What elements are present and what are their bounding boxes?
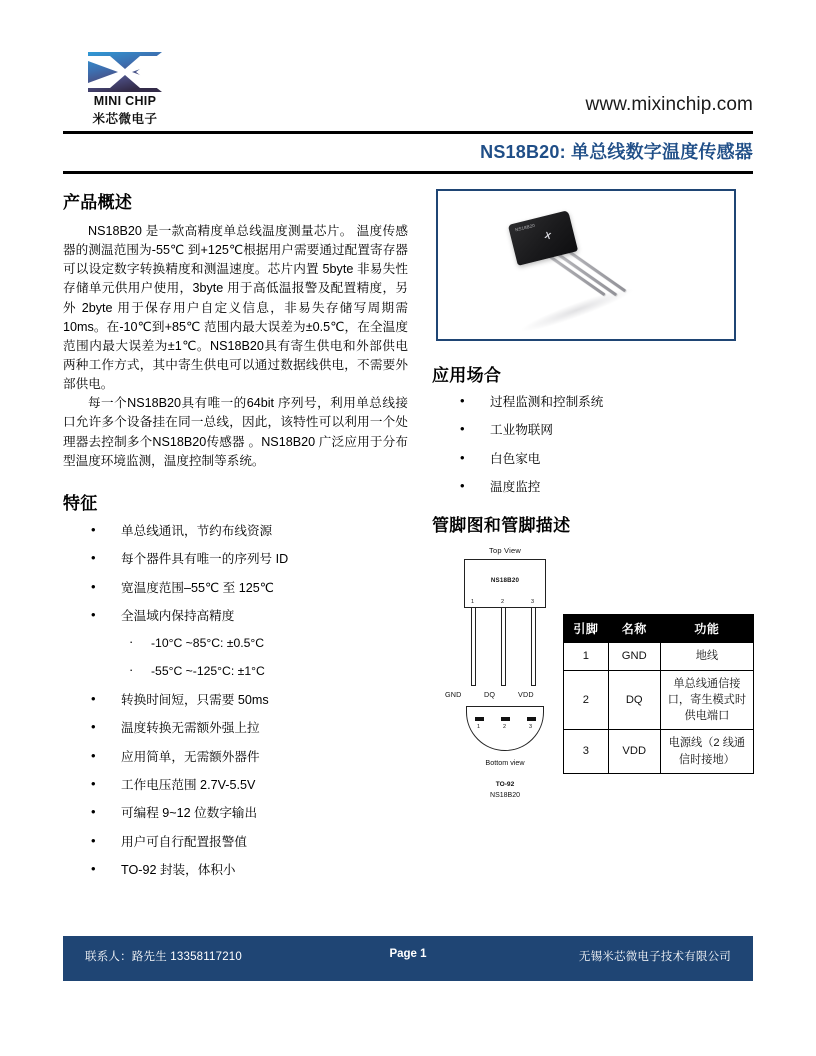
- package-legs: [465, 608, 545, 688]
- feature-item: • 用户可自行配置报警值: [63, 834, 408, 850]
- footer-contact: 联系人：路先生 13358117210: [85, 951, 242, 963]
- features-list: [63, 523, 408, 879]
- feature-item: • 工作电压范围 2.7V-5.5V: [63, 777, 408, 793]
- package-leg-icon: [471, 608, 476, 686]
- cell-pin: 1: [564, 643, 609, 670]
- leg-labels: [445, 690, 559, 702]
- page-footer: [63, 936, 753, 981]
- table-row: [564, 643, 754, 670]
- left-column: [63, 188, 408, 891]
- cell-function: 地线: [660, 643, 753, 670]
- logo-x-shape-icon: [88, 52, 162, 92]
- pinout-area: [432, 546, 754, 846]
- package-caption-line2: NS18B20: [490, 791, 520, 799]
- pinout-heading: 管脚图和管脚描述: [432, 516, 571, 536]
- applications-list: [432, 394, 754, 495]
- overview-heading: 产品概述: [63, 193, 133, 212]
- feature-item: • TO-92 封装，体积小: [63, 862, 408, 878]
- package-bottom-view-icon: [466, 706, 544, 751]
- chip-brand-logo-icon: X: [543, 230, 552, 242]
- footer-page-number: Page 1: [389, 948, 427, 960]
- company-logo: [77, 52, 173, 127]
- overview-paragraph-2: 每一个NS18B20具有唯一的64bit 序列号，利用单总线接口允许多个设备挂在同一总线，因此，该特性可以利用一个处理器去控制多个NS18B20传感器 。NS18B20 广泛应用于分布型温度环境监测，温度控制等系统。: [63, 396, 408, 468]
- feature-item-label: 全温域内保持高精度: [121, 608, 235, 623]
- top-view-label: Top View: [489, 546, 521, 556]
- cell-name: GND: [608, 643, 660, 670]
- feature-item: [63, 608, 408, 680]
- cell-function: 单总线通信接口，寄生模式时供电端口: [660, 670, 753, 730]
- pin-diagram: [440, 546, 570, 801]
- cell-pin: 2: [564, 670, 609, 730]
- application-item: • 白色家电: [432, 451, 754, 467]
- cell-name: VDD: [608, 730, 660, 773]
- cell-name: DQ: [608, 670, 660, 730]
- package-caption: [440, 780, 570, 801]
- bottom-view-pin-number: 2: [503, 724, 507, 731]
- feature-item: • 每个器件具有唯一的序列号 ID: [63, 551, 408, 567]
- column-header-pin: 引脚: [564, 615, 609, 643]
- feature-item: • 应用简单，无需额外器件: [63, 749, 408, 765]
- bottom-view-pin-number: 1: [477, 724, 481, 731]
- table-row: [564, 670, 754, 730]
- website-url[interactable]: www.mixinchip.com: [585, 94, 753, 115]
- features-sublist: [121, 636, 408, 680]
- applications-heading: 应用场合: [432, 366, 502, 385]
- product-photo: [436, 189, 736, 341]
- footer-company: 无锡米芯微电子技术有限公司: [578, 951, 731, 963]
- package-leg-icon: [501, 608, 506, 686]
- application-item: • 温度监控: [432, 479, 754, 495]
- page-header: [63, 52, 753, 130]
- chip-marking-text: NS18B20: [514, 222, 536, 233]
- package-top-view-icon: [464, 559, 546, 608]
- bottom-view-pin-number: 3: [529, 724, 533, 731]
- feature-subitem: · -55°C ~-125°C: ±1°C: [121, 664, 408, 680]
- logo-text-english: MINI CHIP: [93, 94, 157, 108]
- bottom-view-label: Bottom view: [485, 758, 525, 768]
- feature-item: • 转换时间短，只需要 50ms: [63, 692, 408, 708]
- header-rule-bottom: [63, 171, 753, 174]
- logo-text-chinese: 米芯微电子: [92, 112, 158, 126]
- application-item: • 过程监测和控制系统: [432, 394, 754, 410]
- column-header-function: 功能: [660, 615, 753, 643]
- bottom-view-pad-icon: [475, 717, 484, 720]
- mini-chip-logo-icon: [88, 52, 162, 92]
- package-caption-line1: TO-92: [495, 781, 515, 789]
- package-leg-icon: [531, 608, 536, 686]
- feature-subitem: · -10°C ~85°C: ±0.5°C: [121, 636, 408, 652]
- feature-item: • 温度转换无需额外强上拉: [63, 720, 408, 736]
- table-header-row: [564, 615, 754, 643]
- feature-item: • 可编程 9~12 位数字输出: [63, 805, 408, 821]
- leg-label-gnd: GND: [445, 690, 462, 700]
- leg-label-dq: DQ: [484, 690, 496, 700]
- feature-item: • 宽温度范围–55℃ 至 125℃: [63, 580, 408, 596]
- cell-pin: 3: [564, 730, 609, 773]
- feature-item: • 单总线通讯，节约布线资源: [63, 523, 408, 539]
- top-view-pin-number: 2: [501, 599, 505, 606]
- application-item: • 工业物联网: [432, 422, 754, 438]
- features-heading: 特征: [63, 493, 98, 513]
- bottom-view-pad-icon: [527, 717, 536, 720]
- overview-paragraph-1: NS18B20 是一款高精度单总线温度测量芯片。 温度传感器的测温范围为-55℃ 到+125℃根据用户需要通过配置寄存器可以设定数字转换精度和测温速度。芯片内置 5byte 非易失性存储单元供用户使用，3byte 用于高低温报警及配置精度，另外 2byte 用于保存用户自定义信息，非易失存储写周期需10ms。在-10℃到+85℃ 范围内最大误差为±0.5℃，在全温度范围内最大误差为±1℃。NS18B20具有寄生供电和外部供电两种工作方式，其中寄生供电可以通过数据线供电，不需要外部供电。: [63, 224, 408, 392]
- photo-shadow: [519, 283, 635, 337]
- pin-description-table: [563, 614, 754, 773]
- table-row: [564, 730, 754, 773]
- to92-package-body-icon: [508, 210, 578, 266]
- top-view-pin-number: 3: [531, 599, 535, 606]
- cell-function: 电源线（2 线通信时接地）: [660, 730, 753, 773]
- column-header-name: 名称: [608, 615, 660, 643]
- bottom-view-pad-icon: [501, 717, 510, 720]
- leg-label-vdd: VDD: [518, 690, 534, 700]
- header-rule-top: [63, 131, 753, 134]
- right-column: [432, 188, 754, 846]
- package-part-number: NS18B20: [490, 577, 520, 585]
- top-view-pin-number: 1: [471, 599, 475, 606]
- document-title: NS18B20: 单总线数字温度传感器: [480, 142, 753, 162]
